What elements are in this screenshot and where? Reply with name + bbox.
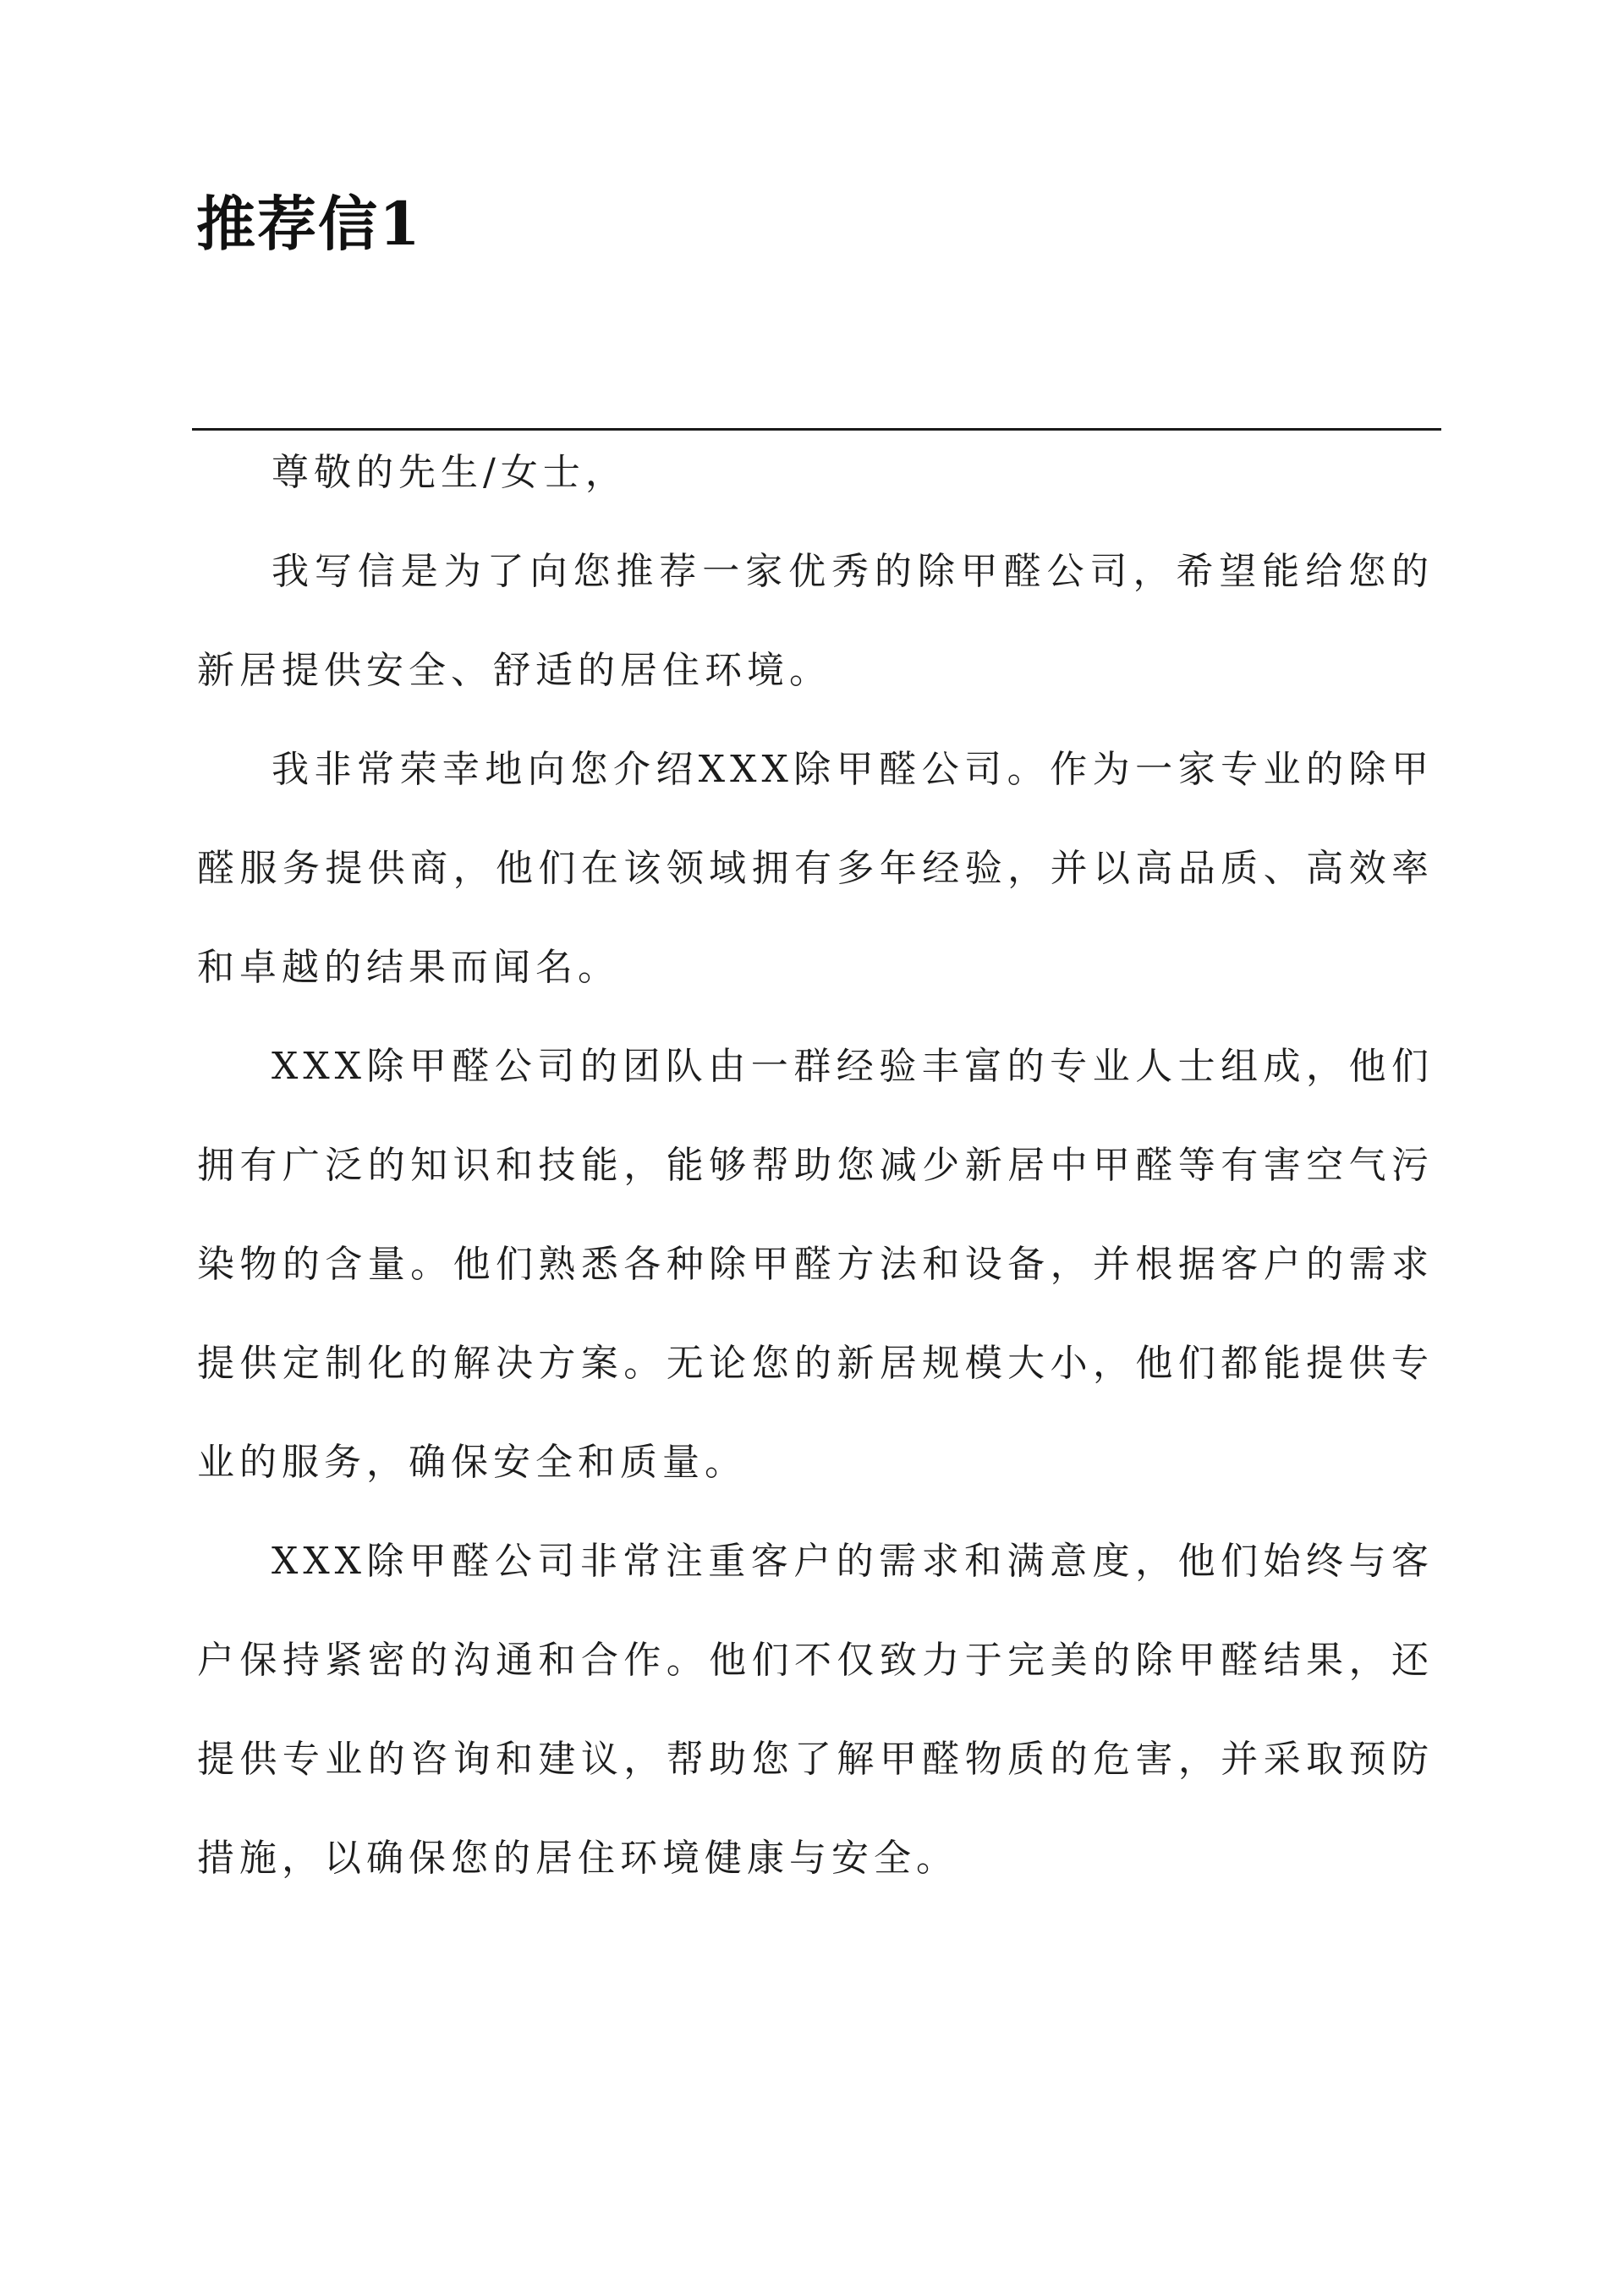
paragraph: 我写信是为了向您推荐一家优秀的除甲醛公司，希望能给您的新居提供安全、舒适的居住环境。 xyxy=(197,550,1434,692)
paragraph: 我非常荣幸地向您介绍XXX除甲醛公司。作为一家专业的除甲醛服务提供商，他们在该领域拥有多年经验，并以高品质、高效率和卓越的结果而闻名。 xyxy=(197,748,1434,989)
document-title: 推荐信1 xyxy=(196,189,422,259)
paragraph: XXX除甲醛公司的团队由一群经验丰富的专业人士组成，他们拥有广泛的知识和技能，能够帮助您减少新居中甲醛等有害空气污染物的含量。他们熟悉各种除甲醛方法和设备，并根据客户的需求提供定制化的解决方案。无论您的新居规模大小，他们都能提供专业的服务，确保安全和质量。 xyxy=(197,1045,1434,1484)
letter-body xyxy=(197,423,1434,1908)
paragraph: XXX除甲醛公司非常注重客户的需求和满意度，他们始终与客户保持紧密的沟通和合作。他们不仅致力于完美的除甲醛结果，还提供专业的咨询和建议，帮助您了解甲醛物质的危害，并采取预防措施，以确保您的居住环境健康与安全。 xyxy=(197,1540,1434,1880)
salutation: 尊敬的先生/女士， xyxy=(272,451,628,494)
